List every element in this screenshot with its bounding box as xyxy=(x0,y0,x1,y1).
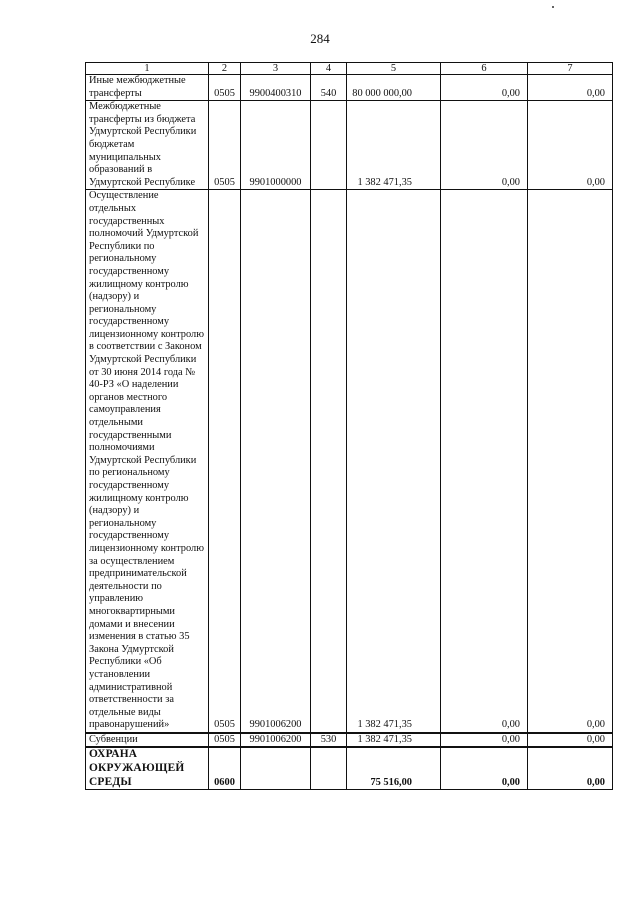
row-target: 9901000000 xyxy=(241,101,311,190)
row-target xyxy=(241,747,311,789)
row-type: 530 xyxy=(311,733,347,748)
row-amount-col7: 0,00 xyxy=(528,101,613,190)
row-amount-col7: 0,00 xyxy=(528,747,613,789)
row-name: Субвенции xyxy=(86,733,209,748)
page-number: 284 xyxy=(310,31,330,46)
row-target: 9901006200 xyxy=(241,733,311,748)
row-amount-col5: 75 516,00 xyxy=(347,747,441,789)
table-row xyxy=(86,190,613,733)
header-col-5: 5 xyxy=(347,63,441,75)
row-amount-col5: 1 382 471,35 xyxy=(347,190,441,733)
row-amount-col7: 0,00 xyxy=(528,190,613,733)
row-amount-col7: 0,00 xyxy=(528,75,613,101)
header-col-3: 3 xyxy=(241,63,311,75)
table-row-section-total xyxy=(86,747,613,789)
header-row xyxy=(86,63,613,75)
budget-table xyxy=(85,62,613,790)
row-amount-col6: 0,00 xyxy=(441,747,528,789)
row-amount-col5: 80 000 000,00 xyxy=(347,75,441,101)
header-col-1: 1 xyxy=(86,63,209,75)
row-name: ОХРАНА ОКРУЖАЮЩЕЙ СРЕДЫ xyxy=(86,747,209,789)
table-row xyxy=(86,733,613,748)
row-amount-col6: 0,00 xyxy=(441,75,528,101)
row-type xyxy=(311,101,347,190)
row-amount-col6: 0,00 xyxy=(441,101,528,190)
row-section: 0505 xyxy=(209,75,241,101)
row-amount-col7: 0,00 xyxy=(528,733,613,748)
row-name: Осуществление отдельных государственных полномочий Удмуртской Республики по региональному государственному жилищному контролю (надзору) и региональному государственному лицензионному контролю в соответствии с Законом Удмуртской Республики от 30 июня 2014 года № 40-РЗ «О наделении органов местного самоуправления отдельными государственными полномочиями Удмуртской Республики по региональному государственному жилищному контролю (надзору) и региональному государственному лицензионному контролю за осуществлением предпринимательской деятельности по управлению многоквартирными домами и внесении изменения в статью 35 Закона Удмуртской Республики «Об установлении административной ответственности за отдельные виды правонарушений» xyxy=(86,190,209,733)
row-amount-col6: 0,00 xyxy=(441,733,528,748)
row-type xyxy=(311,190,347,733)
header-col-2: 2 xyxy=(209,63,241,75)
table-row xyxy=(86,101,613,190)
header-col-6: 6 xyxy=(441,63,528,75)
row-name: Межбюджетные трансферты из бюджета Удмуртской Республики бюджетам муниципальных образований в Удмуртской Республике xyxy=(86,101,209,190)
row-name: Иные межбюджетные трансферты xyxy=(86,75,209,101)
row-section: 0505 xyxy=(209,733,241,748)
row-type xyxy=(311,747,347,789)
header-col-7: 7 xyxy=(528,63,613,75)
row-target: 9901006200 xyxy=(241,190,311,733)
row-section: 0600 xyxy=(209,747,241,789)
row-section: 0505 xyxy=(209,190,241,733)
row-section: 0505 xyxy=(209,101,241,190)
row-target: 9900400310 xyxy=(241,75,311,101)
row-amount-col5: 1 382 471,35 xyxy=(347,733,441,748)
row-amount-col6: 0,00 xyxy=(441,190,528,733)
header-col-4: 4 xyxy=(311,63,347,75)
table-row xyxy=(86,75,613,101)
row-amount-col5: 1 382 471,35 xyxy=(347,101,441,190)
row-type: 540 xyxy=(311,75,347,101)
scan-dot xyxy=(552,6,554,8)
